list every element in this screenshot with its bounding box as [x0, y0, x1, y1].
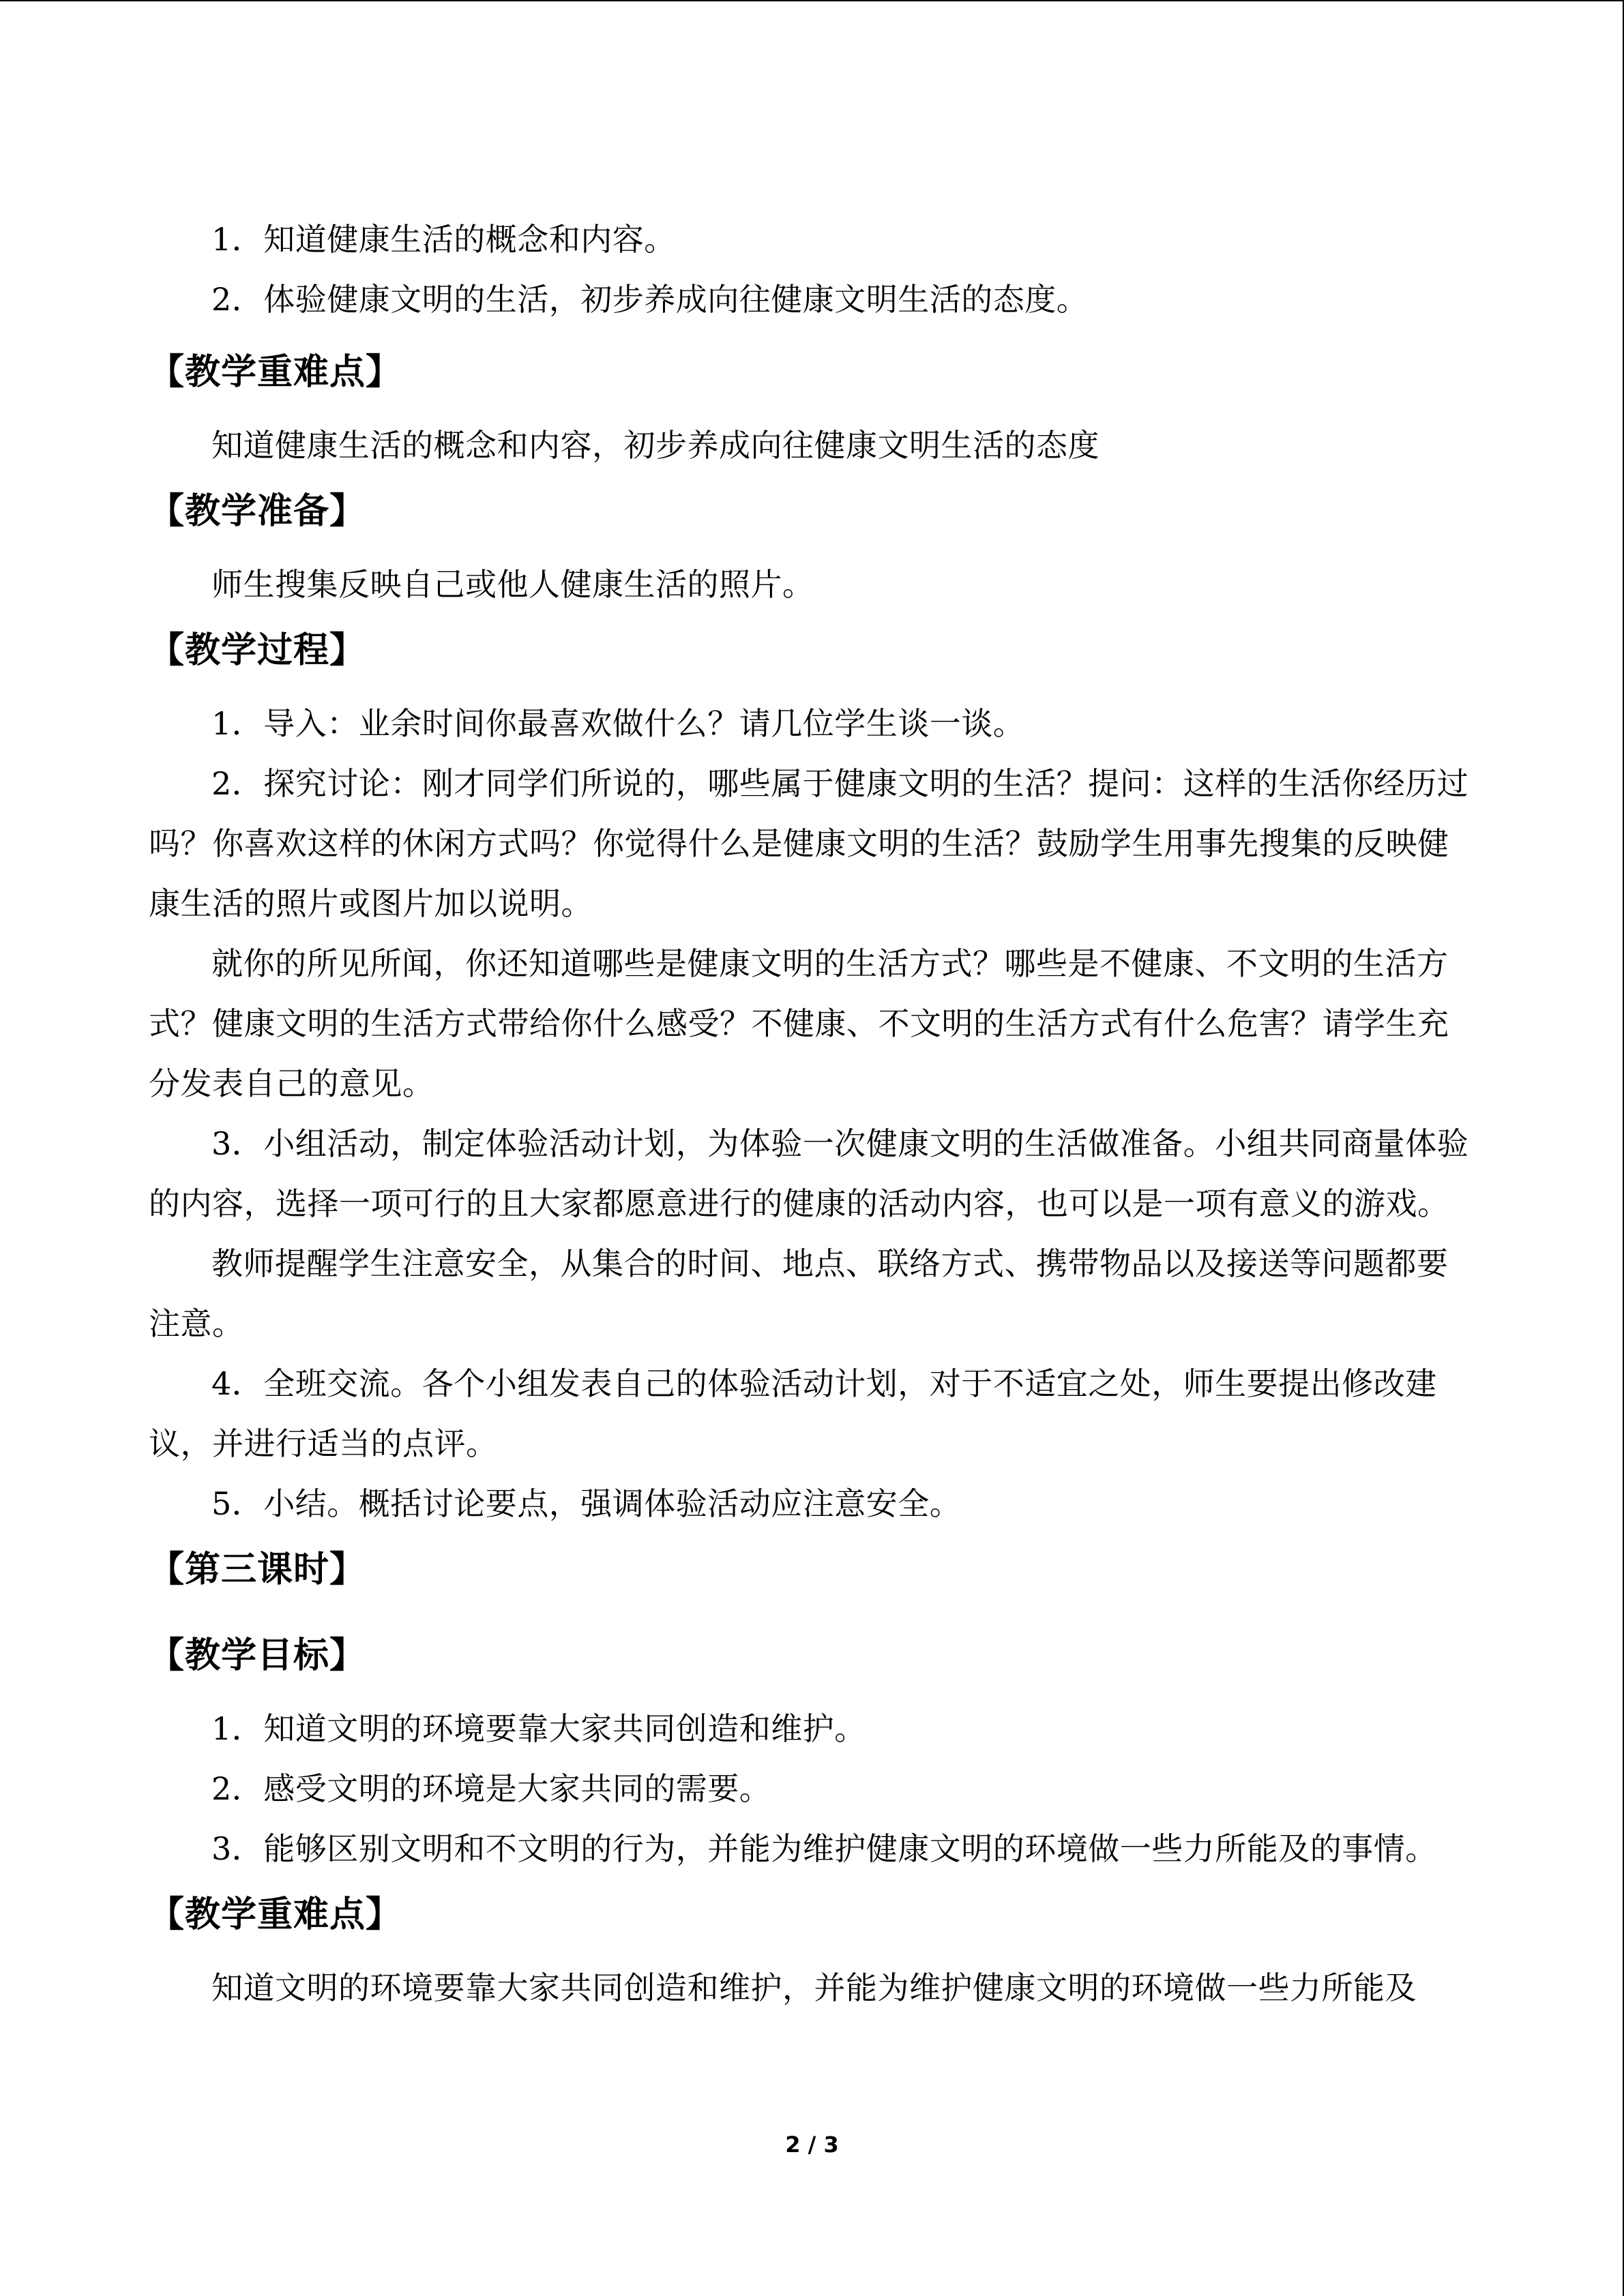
page-number: 2 / 3: [785, 2132, 839, 2158]
section-heading-key-points: 【教学重难点】: [149, 352, 402, 393]
section-heading-process: 【教学过程】: [149, 630, 366, 671]
preparation-text: 师生搜集反映自己或他人健康生活的照片。: [211, 566, 814, 603]
section-heading-key-points-2: 【教学重难点】: [149, 1894, 402, 1935]
process-step-2: 2．探究讨论：刚才同学们所说的，哪些属于健康文明的生活？提问：这样的生活你经历过吗？你喜欢这样的休闲方式吗？你觉得什么是健康文明的生活？鼓励学生用事先搜集的反映健康生活的照片或图片加以说明。: [149, 765, 1469, 922]
document-body: [149, 209, 1475, 2018]
process-step-2-followup: 就你的所见所闻，你还知道哪些是健康文明的生活方式？哪些是不健康、不文明的生活方式？健康文明的生活方式带给你什么感受？不健康、不文明的生活方式有什么危害？请学生充分发表自己的意见。: [149, 945, 1449, 1102]
section-heading-third-lesson: 【第三课时】: [149, 1549, 366, 1590]
section-heading-preparation: 【教学准备】: [149, 491, 366, 532]
process-step-4: 4．全班交流。各个小组发表自己的体验活动计划，对于不适宜之处，师生要提出修改建议，并进行适当的点评。: [149, 1365, 1437, 1462]
process-step-5: 5．小结。概括讨论要点，强调体验活动应注意安全。: [211, 1485, 962, 1522]
process-step-3: 3．小组活动，制定体验活动计划，为体验一次健康文明的生活做准备。小组共同商量体验的内容，选择一项可行的且大家都愿意进行的健康的活动内容，也可以是一项有意义的游戏。: [149, 1125, 1469, 1222]
third-objective-item-2: 2．感受文明的环境是大家共同的需要。: [211, 1770, 771, 1807]
section-heading-objectives: 【教学目标】: [149, 1635, 366, 1676]
objective-item-1: 1．知道健康生活的概念和内容。: [211, 221, 676, 258]
key-points-text-2: 知道文明的环境要靠大家共同创造和维护，并能为维护健康文明的环境做一些力所能及: [211, 1969, 1417, 2006]
third-objective-item-1: 1．知道文明的环境要靠大家共同创造和维护。: [211, 1710, 866, 1747]
process-step-3-safety: 教师提醒学生注意安全，从集合的时间、地点、联络方式、携带物品以及接送等问题都要注意。: [149, 1245, 1449, 1342]
objective-item-2: 2．体验健康文明的生活，初步养成向往健康文明生活的态度。: [211, 281, 1089, 318]
process-step-1: 1．导入：业余时间你最喜欢做什么？请几位学生谈一谈。: [211, 705, 1025, 742]
third-objective-item-3: 3．能够区别文明和不文明的行为，并能为维护健康文明的环境做一些力所能及的事情。: [211, 1830, 1437, 1867]
key-points-text: 知道健康生活的概念和内容，初步养成向往健康文明生活的态度: [211, 427, 1099, 464]
